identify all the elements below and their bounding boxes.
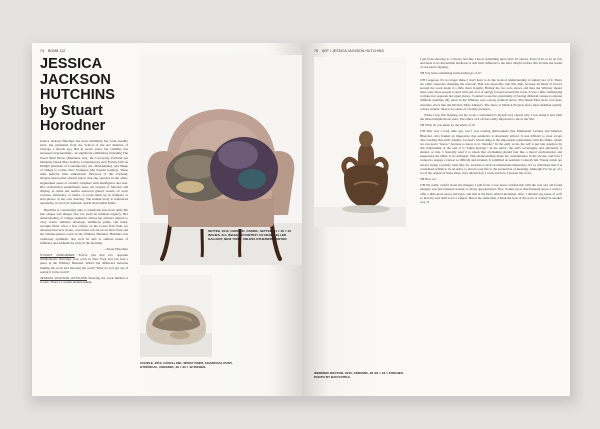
interview-answer [40,276,128,284]
interview-question: SH You learn something in the letting go of it? [420,71,482,76]
interview-question [40,253,128,274]
headline-line: Horodner [40,118,106,134]
couch-caption: SETTEE, 2010, CERAMIC, FABRIC, SETTEE, 21 × 46 × 19 INCHES. ALL IMAGES COURTESY OF DEREK ELLER GALLERY, NEW YORK, UNLESS OTHERWISE NOTED. [208,229,291,241]
right-folio [314,49,384,53]
interview-question: SH How so? [420,177,437,182]
figure-sculpture-illustration [314,57,406,227]
left-folio [40,49,65,53]
right-page [302,43,570,396]
left-page [32,43,302,396]
answer-text: Showing the work finishes it for me. There's a certain understanding [40,275,128,284]
intro-column [40,139,128,389]
left-folio-section: BOMB 112 [48,49,66,53]
interview-answer: JJH This was a long time ago, but I was reading philosophers like Emmanuel Levinas and Maurice Blanchot, who framed an imperative that aesthetics is absolutely ethical. It was difficult to even accept after reading that stuff, frankly. Levinas's whole thing is the impossible relationship with the Other, whom we can never "know," because to know is to "murder." In the early work, the self is put into question by this relationship at the end, it is "taken hostage." In the ethics, the self's sovereignty and autonomy is denied, or risk. I basically read it to mean that art-making should feel like a moral confrontation and suppresses the Other to its demands. This understanding made my consideration of the viewer, and how I wanted to engage a viewer so difficult and strained. It solidified an aesthetic I already felt. Young artists are always trying to justify what they do, and this is such an unfortunate imperative. It's so ridiculous that it is considered selfish to be an artist, to devote your life to the production of meaning. Although I've let go of a lot of the origins of these ideas, they inform how I work and how I present my work. [420,129,562,175]
right-page-number: 75 [314,49,318,53]
headline-line: by Stuart [40,102,103,119]
headline-line: JESSICA [40,56,103,72]
interview-column [420,57,562,387]
headline-line: HUTCHINS [40,87,115,103]
left-page-number: 74 [40,49,44,53]
bowl-sculpture-photo [140,275,212,357]
interview-answer: JJH I suppose. It's no longer mine. I don't have to do the work of understanding it, taking care of it. There are other observers changing the artwork. This was especially true this time, because all kinds of factors around the work made it a little more fraught. Having the two solo shows and then the Whitney meant there were more people to deal with and a lot of energy focused around the work. It was a little challenging to make two separate but equal shows. I wanted to use the opportunity of having different venues to expand different qualities. My piece in the Whitney was a pretty political move. The Derek Eller show was more narrative, more like the Kitchen Table Allegory. The show at Small A Projects had a more distilled quality, a more earnest, there is no sense of a bodily presence. [420,77,562,111]
headline-line: JACKSON [40,71,111,88]
interview-answer: JJH I'm really careful about the imagery I pull from. I was never comfortable with the way any old found imagery was just fastened around, so many appropriation. Plus, it takes up so much mental space. I want to offer a little more space and rigor, and that is the more ethical invitation. Also, I distrust any sense of craft so that my own skill is not a subject. But at the same time, I think the look of the worn or worked is another way of [420,183,562,204]
figure-caption: WEDDING DOCTOR, 2010, CERAMIC, 28 3/4 × 18 × 8 INCHES. PHOTO BY DAN KVITKA. [314,371,404,379]
intro-paragraph: Jessica Jackson Hutchins has been exhibiting her work steadily since she graduated from the School of the Art Institute of Chicago a decade ago. But in recent years, her visibility has increased exponentially—in significant exhibitions including The Wood Bald Horse (Marianne Arts, the Corcoran), Portland Art Museum, Derek Eller Gallery, Contemporary Arts Forum, Dirt on Delight (Institute of Contemporary Art, Philadelphia), and Shape of Things to Come: New Sculpture (the Saatchi Gallery). These titles indicate what enthusiastic followers of this Portland, Oregon-based artist already know: that she operates in the often-stigmatized arena of ceramic sculpture with intelligence and zeal. Her orchestrated assemblages tease out notions of function and display, as when she nestles awkward glazed vessels on worn couches, armchairs, or tables, or props them up on bumpers or lean photos of her own dancing. The human body is referenced repeatedly, in all of its domestic charm and painful habits. [40,139,128,206]
right-folio-section: ART / JESSICA JACKSON HUTCHINS [321,49,384,53]
intro-paragraph: Hutchins is consistently able to transform data from daily life into shapes and images that can yield an intimate urgency. Her understanding of collage aesthetics allows her abstract objects to carry scales, intimate drawings, ambitious prints, and hand-wrought films. Over a few coffees on the Lower East Side, we discussed her new recent, concurrent solo shows in New York and her Obama-pasted couch in the Whitney Biennial. Hutchins was cautiously optimistic that we'd be able to address issues of influence and authenticity early in the morning. [40,207,128,245]
bowl-sculpture-illustration [140,275,212,357]
byline: —Stuart Horodner [103,246,128,251]
article-headline [40,57,132,135]
body-paragraph: I get from showing it. I always feel like I know something more after it's shown. Even if it's at an art fair and there is no discernible feedback, it still feels different to me after. Maybe before that it's like the sound of one hand clapping. [420,57,562,70]
speaker-label: STUART HORODNER [40,253,75,258]
speaker-label: JESSICA JACKSON HUTCHINS [40,275,87,280]
question-text: You've just had two opposite simultaneous showings your work in New York and you had a piece in the Whitney Biennial. What's the difference between making the work and showing the work? What do you get out of seeing it in the world? [40,253,128,274]
figure-sculpture-photo [314,57,406,227]
interview-question: SH What do you mean by the ethics of it? [420,123,476,128]
bowl-caption: COUPLE, 2010, COUCH, INK, SPRAY PAINT, CHARCOAL DUST, HYDROCAL, CERAMIC, 49 × 30 × 42 INCHES. [140,361,233,369]
body-paragraph: When I was first figuring out my work, I articulated to myself very clearly why I was doing it and what the ethical implications were. The ethics of it all was really important to me in the '90s. [420,112,562,122]
